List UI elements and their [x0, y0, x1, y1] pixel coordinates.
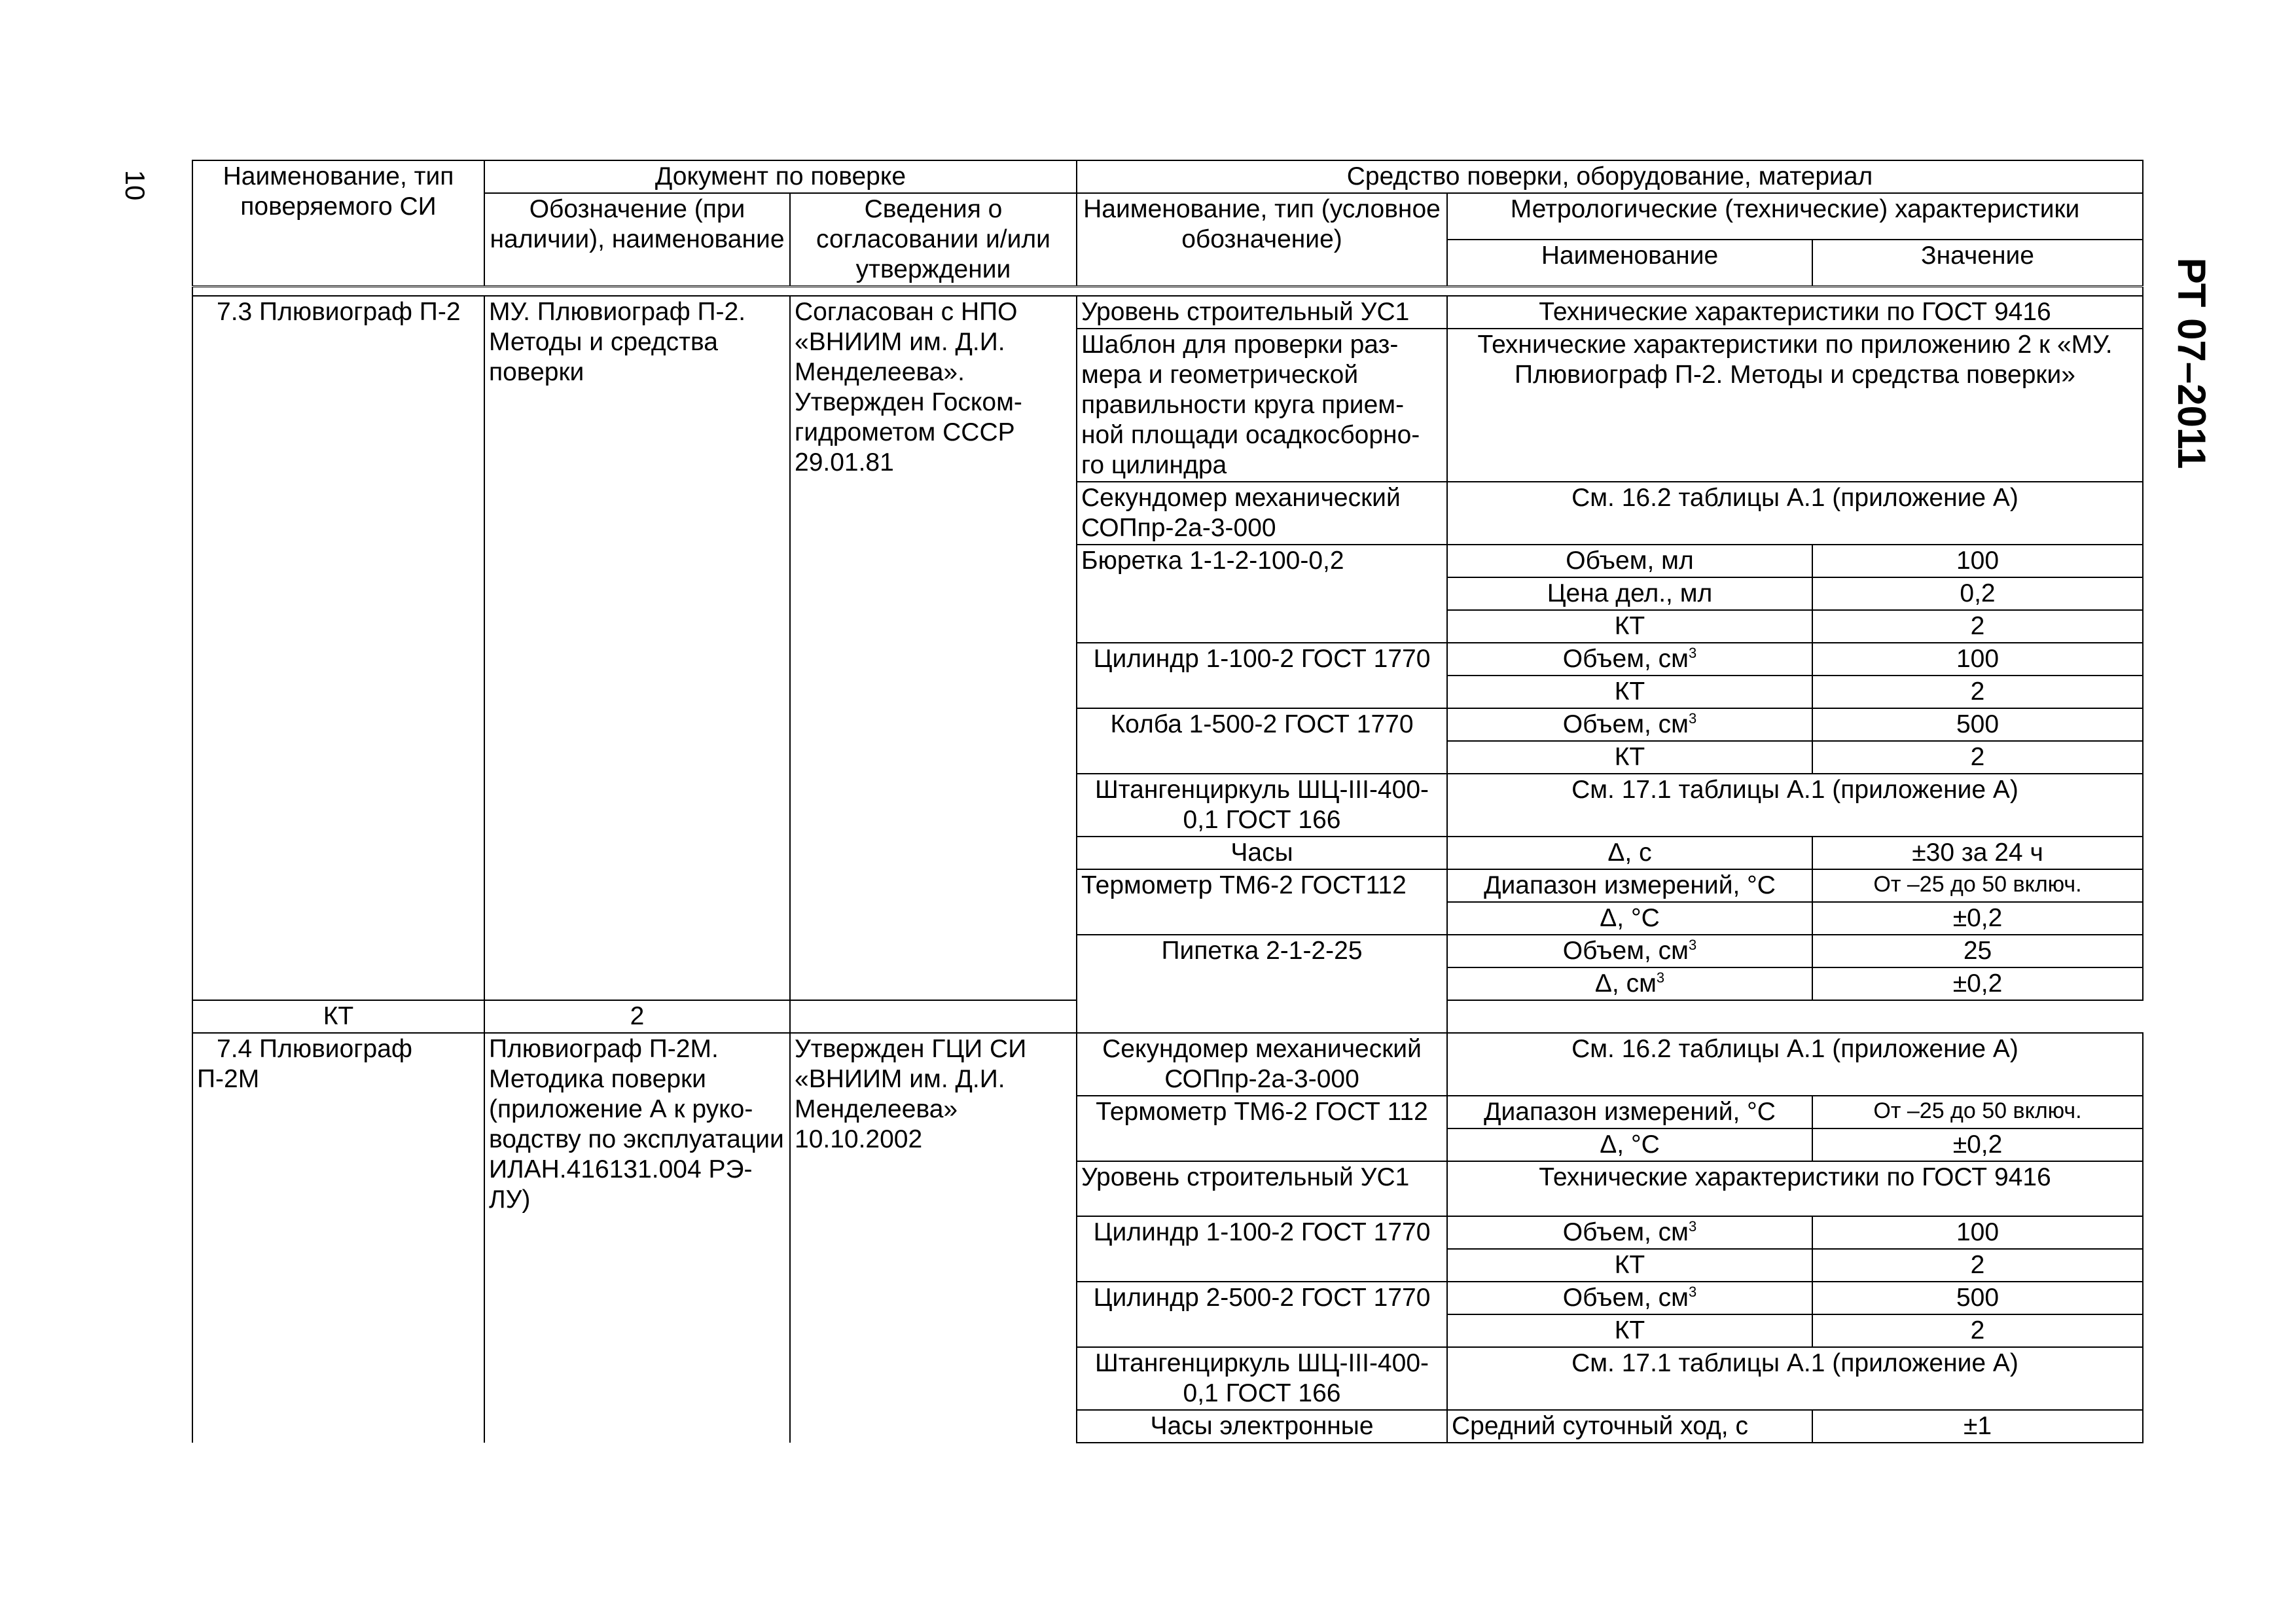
equip-name-cell: Цилиндр 2-500-2 ГОСТ 1770: [1077, 1282, 1447, 1347]
char-name-cell: [1447, 1282, 1812, 1314]
header-equip-name: Наименование, тип (условное обозначение): [1077, 193, 1447, 287]
header-doc-designation: Обозначение (при наличии), наименование: [484, 193, 790, 287]
char-name-text: Δ, см: [1594, 969, 1657, 998]
char-name-cell: Δ, с: [1447, 837, 1812, 869]
header-doc-group: Документ по поверке: [484, 160, 1077, 193]
char-value-cell: 2: [484, 1000, 790, 1033]
equip-name-cell: Секундомер механический СОПпр-2а-3-000: [1077, 1033, 1447, 1096]
char-value-cell: От –25 до 50 включ.: [1812, 869, 2143, 902]
char-name-cell: Объем, мл: [1447, 545, 1812, 577]
char-name-cell: КТ: [1447, 676, 1812, 708]
equip-name-cell: Штангенциркуль ШЦ-III-400-0,1 ГОСТ 166: [1077, 774, 1447, 837]
header-char-name: Наименование: [1447, 240, 1812, 287]
si-text: 7.3 Плювиограф П-2: [217, 298, 461, 326]
char-value-cell: 2: [1812, 676, 2143, 708]
char-name-cell: Средний суточный ход, с: [1447, 1410, 1812, 1443]
superscript: 3: [1656, 969, 1665, 986]
equip-name-cell: Цилиндр 1-100-2 ГОСТ 1770: [1077, 643, 1447, 708]
char-name-cell: КТ: [1447, 610, 1812, 643]
equip-name-cell: Пипетка 2-1-2-25: [1077, 935, 1447, 1033]
equip-name-cell: Бюретка 1-1-2-100-0,2: [1077, 545, 1447, 643]
char-value-cell: 2: [1812, 1314, 2143, 1347]
char-name-text: Объем, см: [1562, 710, 1689, 738]
char-name-cell: [1447, 708, 1812, 741]
equip-name-cell: Часы электронные: [1077, 1410, 1447, 1443]
document-code: РТ 07–2011: [2170, 257, 2214, 469]
equip-name-cell: Шаблон для проверки раз-мера и геометрической правильности круга прием-ной площади осадкосборно-го цилиндра: [1077, 329, 1447, 482]
char-cell: См. 17.1 таблицы А.1 (приложение А): [1447, 1347, 2143, 1410]
char-value-cell: 0,2: [1812, 577, 2143, 610]
char-name-text: Объем, см: [1562, 937, 1689, 965]
equip-name-cell: Термометр ТМ6-2 ГОСТ112: [1077, 869, 1447, 935]
char-name-cell: КТ: [1447, 741, 1812, 774]
si-cell: [192, 1033, 484, 1443]
header-doc-approval: Сведения о согласовании и/или утверждении: [790, 193, 1077, 287]
header-row-2: [192, 193, 2143, 240]
char-value-cell: 2: [1812, 1249, 2143, 1282]
char-name-cell: [1447, 643, 1812, 676]
char-cell: См. 16.2 таблицы А.1 (приложение А): [1447, 482, 2143, 545]
char-name-cell: Δ, °С: [1447, 1128, 1812, 1161]
char-name-text: Объем, см: [1562, 1218, 1689, 1246]
header-row-1: [192, 160, 2143, 193]
header-si: Наименование, тип поверяемого СИ: [192, 160, 484, 287]
char-value-cell: 100: [1812, 545, 2143, 577]
si-text: 7.4 Плювиограф П-2М: [197, 1035, 412, 1093]
table-row: [192, 296, 2143, 329]
char-value-cell: 500: [1812, 708, 2143, 741]
char-cell: Технические характеристики по приложению 2 к «МУ. Плювиограф П-2. Методы и средства поверки»: [1447, 329, 2143, 482]
equip-name-cell: Секундомер механический СОПпр-2а-3-000: [1077, 482, 1447, 545]
char-cell: См. 17.1 таблицы А.1 (приложение А): [1447, 774, 2143, 837]
char-name-cell: КТ: [1447, 1249, 1812, 1282]
superscript: 3: [1689, 937, 1697, 953]
char-name-cell: Δ, °С: [1447, 902, 1812, 935]
char-value-cell: 100: [1812, 643, 2143, 676]
table-row: [192, 1033, 2143, 1096]
approval-cell: Согласован с НПО «ВНИИМ им. Д.И. Менделеева». Утвержден Госком-гидрометом СССР 29.01.81: [790, 296, 1077, 1000]
doc-cell: Плювиограф П-2М. Методика поверки (приложение А к руко-водству по эксплуатации ИЛАН.416131.004 РЭ-ЛУ): [484, 1033, 790, 1443]
doc-cell: МУ. Плювиограф П-2. Методы и средства поверки: [484, 296, 790, 1000]
char-cell: Технические характеристики по ГОСТ 9416: [1447, 296, 2143, 329]
char-value-cell: 2: [1812, 610, 2143, 643]
equip-name-cell: Уровень строительный УС1: [1077, 296, 1447, 329]
header-equip-group: Средство поверки, оборудование, материал: [1077, 160, 2143, 193]
char-name-cell: Диапазон измерений, °С: [1447, 1096, 1812, 1128]
verification-table: [192, 160, 2144, 1443]
char-name-text: Объем, см: [1562, 1284, 1689, 1312]
char-name-cell: Диапазон измерений, °С: [1447, 869, 1812, 902]
char-name-cell: [1447, 967, 1812, 1000]
char-name-cell: [1447, 935, 1812, 967]
char-name-cell: Цена дел., мл: [1447, 577, 1812, 610]
char-name-cell: КТ: [192, 1000, 484, 1033]
char-value-cell: ±30 за 24 ч: [1812, 837, 2143, 869]
char-value-cell: 25: [1812, 935, 2143, 967]
char-cell: См. 16.2 таблицы А.1 (приложение А): [1447, 1033, 2143, 1096]
separator-cell: [192, 287, 2143, 297]
equip-name-cell: Цилиндр 1-100-2 ГОСТ 1770: [1077, 1216, 1447, 1282]
char-value-cell: 100: [1812, 1216, 2143, 1249]
superscript: 3: [1689, 645, 1697, 661]
superscript: 3: [1689, 710, 1697, 727]
equip-name-cell: Термометр ТМ6-2 ГОСТ 112: [1077, 1096, 1447, 1161]
si-cell: [192, 296, 484, 1000]
char-name-cell: КТ: [1447, 1314, 1812, 1347]
approval-cell: Утвержден ГЦИ СИ «ВНИИМ им. Д.И. Менделеева» 10.10.2002: [790, 1033, 1077, 1443]
char-value-cell: ±0,2: [1812, 902, 2143, 935]
header-separator: [192, 287, 2143, 297]
char-value-cell: От –25 до 50 включ.: [1812, 1096, 2143, 1128]
char-cell: Технические характеристики по ГОСТ 9416: [1447, 1161, 2143, 1216]
char-name-text: Объем, см: [1562, 645, 1689, 673]
char-value-cell: ±0,2: [1812, 967, 2143, 1000]
header-metro-group: Метрологические (технические) характеристики: [1447, 193, 2143, 240]
char-value-cell: ±0,2: [1812, 1128, 2143, 1161]
equip-name-cell: Уровень строительный УС1: [1077, 1161, 1447, 1216]
char-value-cell: ±1: [1812, 1410, 2143, 1443]
page-number: 10: [120, 170, 151, 201]
equip-name-cell: Колба 1-500-2 ГОСТ 1770: [1077, 708, 1447, 774]
superscript: 3: [1689, 1218, 1697, 1235]
char-value-cell: 2: [1812, 741, 2143, 774]
equip-name-cell: Штангенциркуль ШЦ-III-400-0,1 ГОСТ 166: [1077, 1347, 1447, 1410]
char-value-cell: 500: [1812, 1282, 2143, 1314]
superscript: 3: [1689, 1284, 1697, 1300]
char-name-cell: [1447, 1216, 1812, 1249]
header-char-value: Значение: [1812, 240, 2143, 287]
equip-name-cell: Часы: [1077, 837, 1447, 869]
